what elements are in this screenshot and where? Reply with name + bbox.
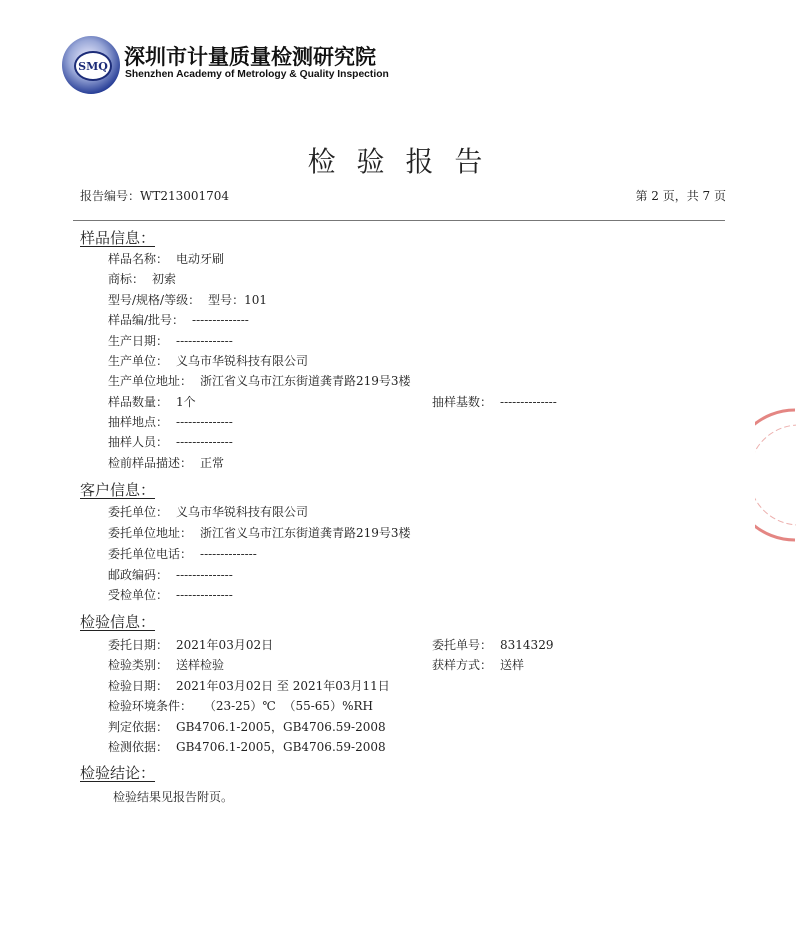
field-row — [432, 638, 553, 652]
field-label: 委托日期： — [108, 638, 169, 652]
field-row — [108, 699, 373, 713]
field-value: -------------- — [176, 588, 233, 602]
field-value: 2021年03月02日 — [176, 638, 274, 652]
field-row — [108, 354, 308, 368]
conclusion-text: 检验结果见报告附页。 — [113, 790, 234, 804]
field-row — [108, 272, 176, 286]
field-label: 检前样品描述： — [108, 456, 193, 470]
field-label: 委托单号： — [432, 638, 493, 652]
field-value: （23-25）℃ （55-65）%RH — [200, 699, 373, 713]
field-row — [108, 740, 386, 754]
field-row — [108, 313, 249, 327]
section-conclusion-heading: 检验结论： — [80, 764, 156, 782]
field-row — [108, 435, 233, 449]
field-value: -------------- — [176, 435, 233, 449]
field-value: 型号：101 — [208, 293, 267, 307]
field-label: 样品数量： — [108, 395, 169, 409]
field-row — [108, 547, 257, 561]
field-value: 电动牙刷 — [176, 252, 225, 266]
field-label: 委托单位： — [108, 505, 169, 519]
field-value: 1个 — [176, 395, 196, 409]
field-label: 生产单位地址： — [108, 374, 193, 388]
field-label: 抽样基数： — [432, 395, 493, 409]
field-label: 检验环境条件： — [108, 699, 193, 713]
field-label: 样品名称： — [108, 252, 169, 266]
field-label: 检测依据： — [108, 740, 169, 754]
field-label: 受检单位： — [108, 588, 169, 602]
field-row — [108, 334, 233, 348]
field-label: 型号/规格/等级： — [108, 293, 201, 307]
field-label: 生产日期： — [108, 334, 169, 348]
field-row — [108, 374, 411, 388]
field-row — [108, 638, 273, 652]
field-value: 浙江省义乌市江东街道龚青路219号3楼 — [200, 374, 411, 388]
field-label: 获样方式： — [432, 658, 493, 672]
field-label: 商标： — [108, 272, 145, 286]
field-value: GB4706.1-2005，GB4706.59-2008 — [176, 720, 386, 734]
logo-name-cn: 深圳市计量质量检测研究院 — [124, 45, 376, 69]
field-value: GB4706.1-2005，GB4706.59-2008 — [176, 740, 386, 754]
field-row — [108, 568, 233, 582]
field-value: 8314329 — [500, 638, 554, 652]
field-value: -------------- — [192, 313, 249, 327]
logo-emblem: SMQ — [62, 36, 120, 94]
field-row — [432, 658, 524, 672]
section-client-heading: 客户信息： — [80, 481, 156, 499]
section-inspection-heading: 检验信息： — [80, 613, 156, 631]
field-value: -------------- — [500, 395, 557, 409]
page-title: 检 验 报 告 — [307, 145, 489, 178]
red-seal-stamp — [755, 405, 796, 545]
field-value: -------------- — [200, 547, 257, 561]
field-row — [108, 658, 224, 672]
field-label: 检验日期： — [108, 679, 169, 693]
field-label: 委托单位地址： — [108, 526, 193, 540]
field-row — [108, 679, 390, 693]
field-row — [432, 395, 557, 409]
report-number: 报告编号：WT213001704 — [80, 189, 230, 203]
field-label: 委托单位电话： — [108, 547, 193, 561]
field-row — [108, 526, 411, 540]
field-row — [108, 293, 267, 307]
logo-name-en: Shenzhen Academy of Metrology & Quality Inspection — [125, 68, 389, 80]
section-sample-heading: 样品信息： — [80, 229, 156, 247]
field-row — [108, 395, 196, 409]
field-row — [108, 415, 233, 429]
field-value: -------------- — [176, 415, 233, 429]
field-label: 抽样地点： — [108, 415, 169, 429]
field-label: 抽样人员： — [108, 435, 169, 449]
field-value: -------------- — [176, 568, 233, 582]
field-value: 送样 — [500, 658, 525, 672]
field-label: 生产单位： — [108, 354, 169, 368]
field-value: 初索 — [152, 272, 177, 286]
field-row — [108, 252, 224, 266]
field-value: 义乌市华锐科技有限公司 — [176, 505, 309, 519]
field-row — [108, 505, 308, 519]
field-label: 判定依据： — [108, 720, 169, 734]
field-value: 送样检验 — [176, 658, 225, 672]
field-value: -------------- — [176, 334, 233, 348]
field-label: 检验类别： — [108, 658, 169, 672]
field-label: 邮政编码： — [108, 568, 169, 582]
field-value: 义乌市华锐科技有限公司 — [176, 354, 309, 368]
header-rule — [73, 220, 725, 221]
field-row — [108, 588, 233, 602]
field-value: 正常 — [200, 456, 225, 470]
field-row — [108, 456, 224, 470]
field-label: 样品编/批号： — [108, 313, 185, 327]
field-value: 2021年03月02日 至 2021年03月11日 — [176, 679, 390, 693]
page-info: 第 2 页，共 7 页 — [635, 189, 726, 203]
field-value: 浙江省义乌市江东街道龚青路219号3楼 — [200, 526, 411, 540]
field-row — [108, 720, 386, 734]
